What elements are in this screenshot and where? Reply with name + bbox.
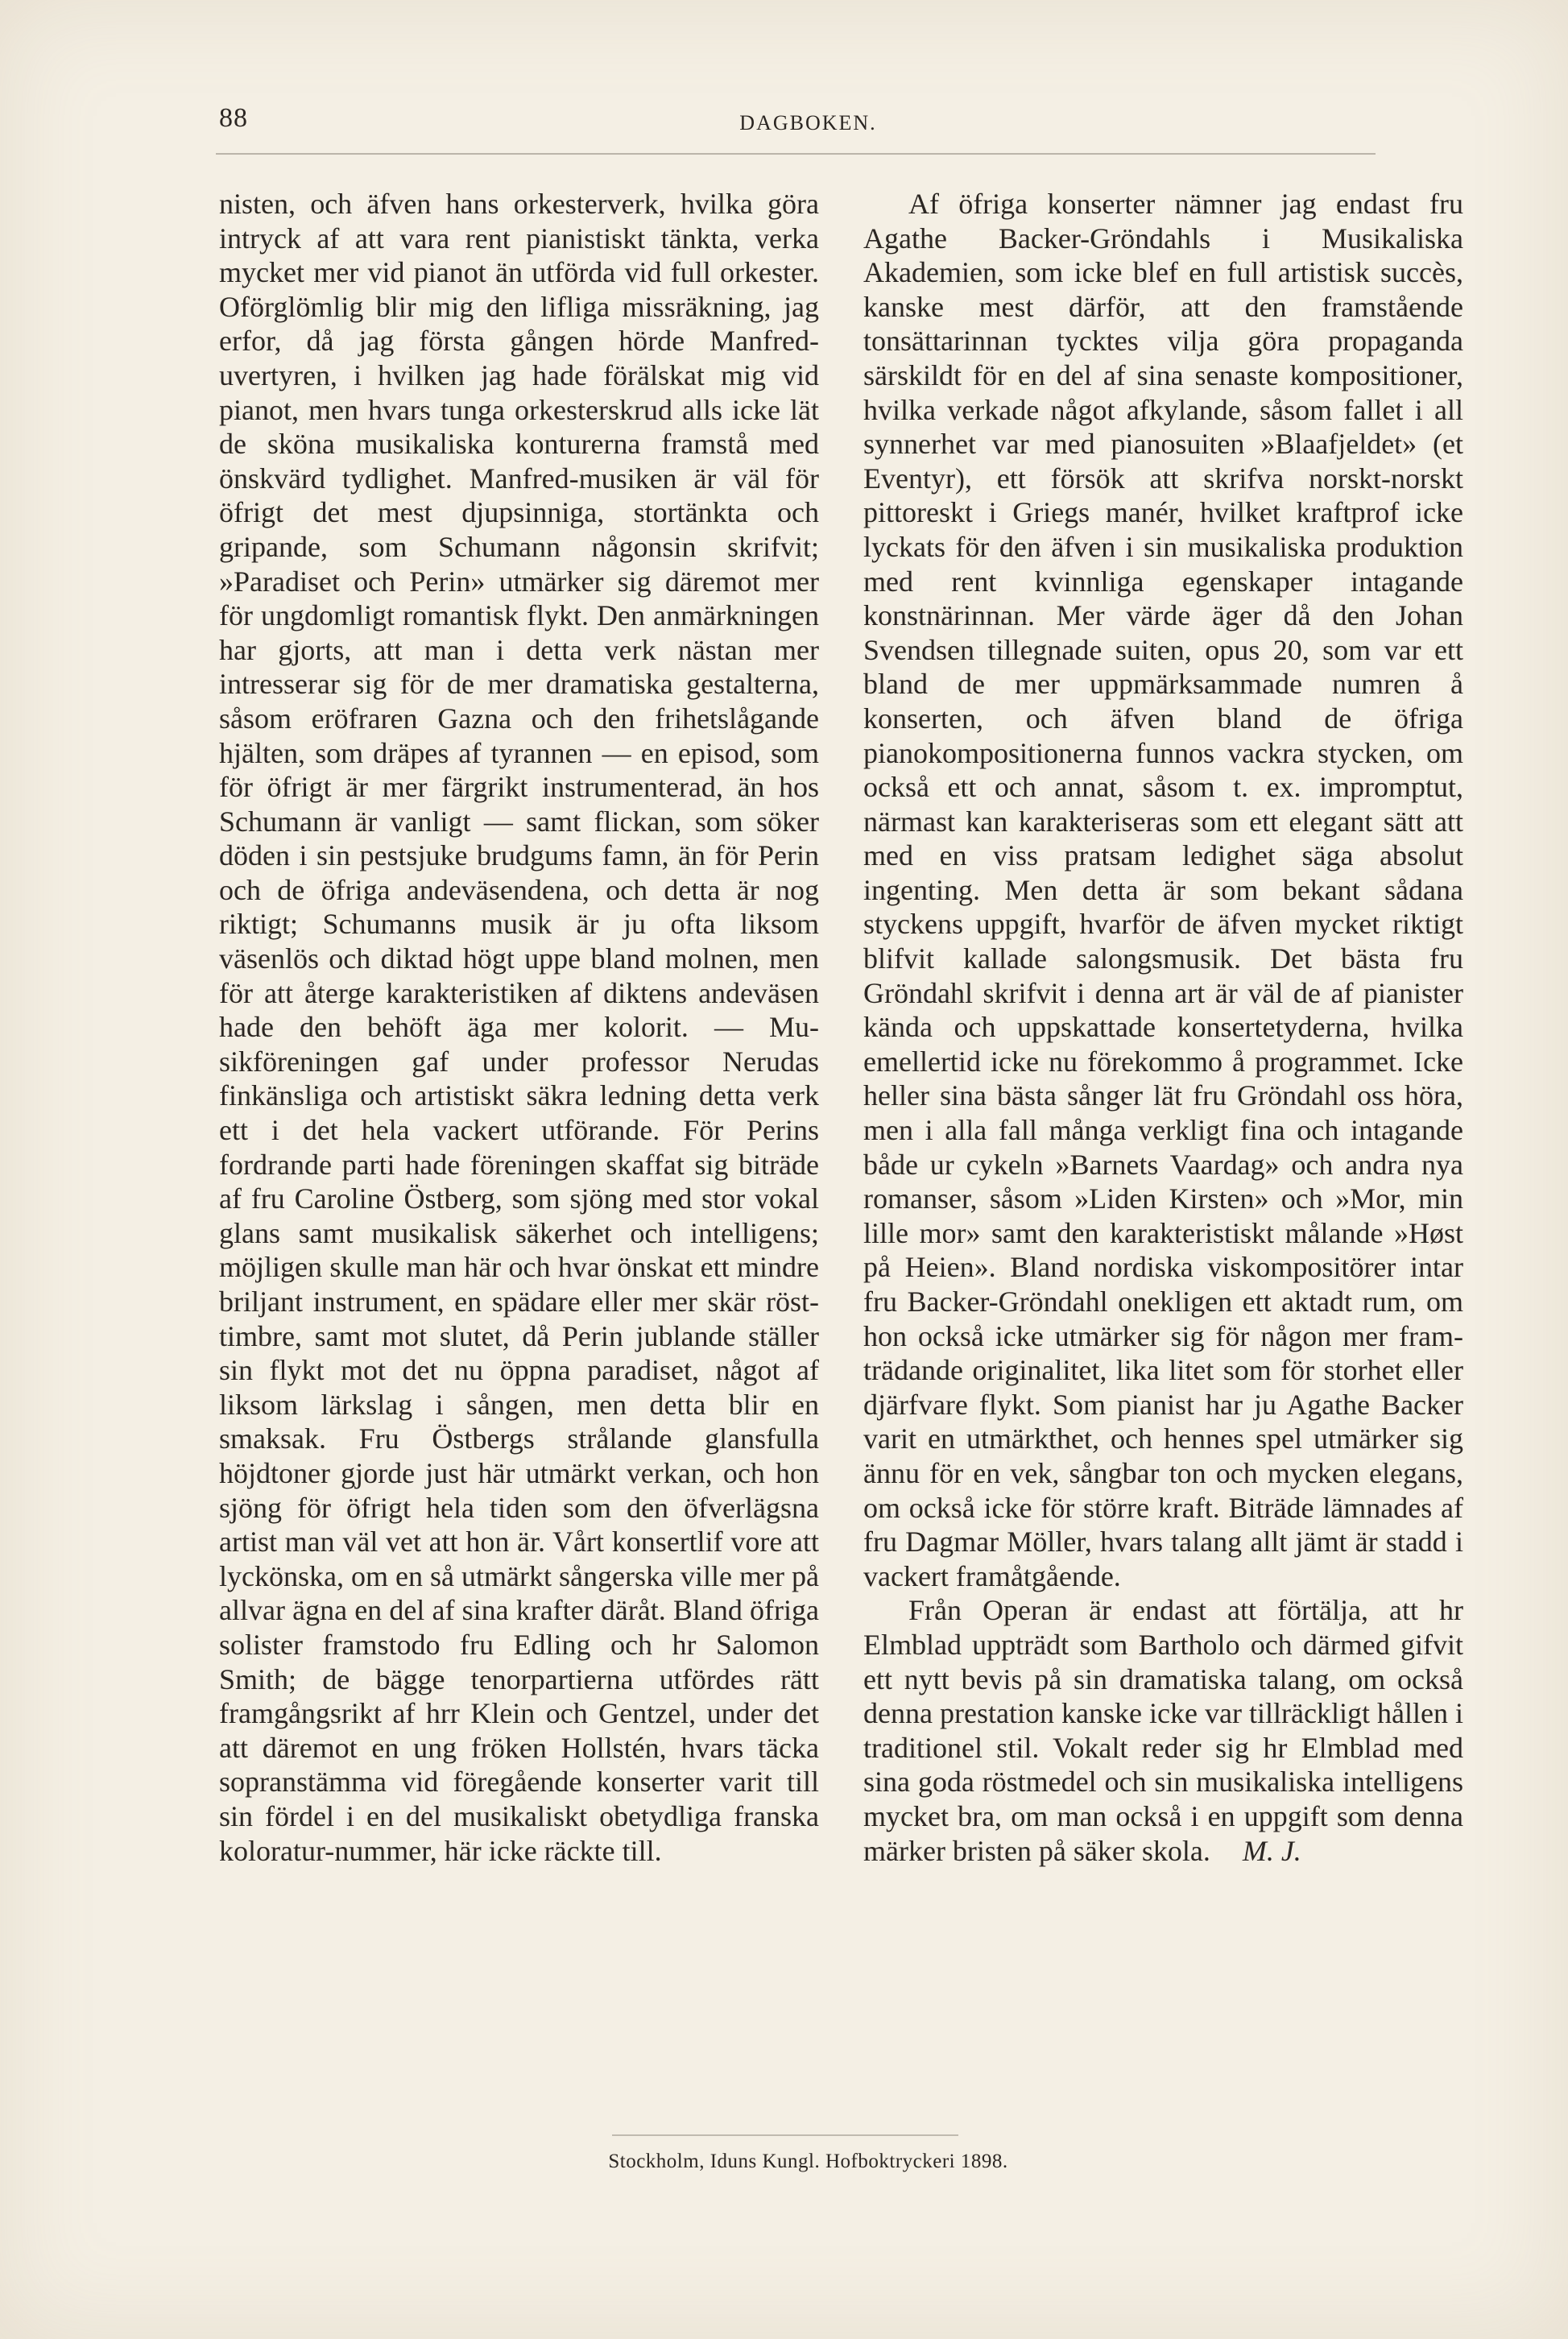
author-signature: M. J. <box>1242 1834 1301 1867</box>
page-number: 88 <box>219 103 248 133</box>
right-paragraph-2 <box>863 1593 1463 1868</box>
printer-imprint: Stockholm, Iduns Kungl. Hofboktryckeri 1898. <box>608 2151 1008 2172</box>
right-column <box>863 187 1463 1868</box>
left-paragraph-1: nisten, och äfven hans orkesterverk, hvilka göra intryck af att vara rent pianistiskt tänkta, verka mycket mer vid pianot än utförda vid full orkester. Oförglömlig blir mig den lifliga missräkning, jag erfor, då jag första gången hörde Manfred-uvertyren, i hvilken jag hade förälskat mig vid pianot, men hvars tunga orkesterskrud alls icke lät de sköna musikaliska konturerna framstå med önskvärd tydlighet. Manfred-musiken är väl för öfrigt det mest djupsinniga, stortänkta och gripande, som Schumann någonsin skrifvit; »Paradiset och Perin» utmärker sig däremot mer för ungdomligt romantisk flykt. Den anmärkningen har gjorts, att man i detta verk nästan mer intresserar sig för de mer dramatiska gestalterna, såsom eröfraren Gazna och den frihetslågande hjälten, som dräpes af tyrannen — en episod, som för öfrigt är mer färgrikt instrumenterad, än hos Schumann är vanligt — samt flickan, som söker döden i sin pestsjuke brudgums famn, än för Perin och de öfriga andeväsendena, och detta är nog riktigt; Schumanns musik är ju ofta liksom väsenlös och diktad högt uppe bland molnen, men för att återge karakteristiken af diktens andeväsen hade den behöft äga mer kolorit. — Musikföreningen gaf under professor Nerudas finkänsliga och artistiskt säkra ledning detta verk ett i det hela vackert utförande. För Perins fordrande parti hade föreningen skaffat sig biträde af fru Caroline Östberg, som sjöng med stor vokal glans samt musikalisk säkerhet och intelligens; möjligen skulle man här och hvar önskat ett mindre briljant instrument, en spädare eller mer skär röst-timbre, samt mot slutet, då Perin jublande ställer sin flykt mot det nu öppna paradiset, något af liksom lärkslag i sången, men detta blir en smaksak. Fru Östbergs strålande glansfulla höjdtoner gjorde just här utmärkt verkan, och hon sjöng för öfrigt hela tiden som den öfverlägsna artist man väl vet att hon är. Vårt konsertlif vore att lyckönska, om en så utmärkt sångerska ville mer på allvar ägna en del af sina krafter däråt. Bland öfriga solister framstodo fru Edling och hr Salomon Smith; de bägge tenorpartierna utfördes rätt framgångsrikt af hrr Klein och Gentzel, under det att däremot en ung fröken Hollstén, hvars täcka sopranstämma vid föregående konserter varit till sin fördel i en del musikaliskt obetydliga franska koloratur-nummer, här icke räckte till. <box>219 188 819 1867</box>
right-paragraph-1: Af öfriga konserter nämner jag endast fru Agathe Backer-Gröndahls i Musikaliska Akademien, som icke blef en full artistisk succès, kanske mest därför, att den framstående tonsättarinnan tycktes vilja göra propaganda särskildt för en del af sina senaste kompositioner, hvilka verkade något afkylande, såsom fallet i all synnerhet var med pianosuiten »Blaafjeldet» (et Eventyr), ett försök att skrifva norskt-norskt pittoreskt i Griegs manér, hvilket kraftprof icke lyckats för den äfven i sin musikaliska produktion med rent kvinnliga egenskaper intagande konstnärinnan. Mer värde äger då den Johan Svendsen tillegnade suiten, opus 20, som var ett bland de mer uppmärksammade numren å konserten, och äfven bland de öfriga pianokompositionerna funnos vackra stycken, om också ett och annat, såsom t. ex. impromptut, närmast kan karakteriseras som ett elegant sätt att med en viss pratsam ledighet säga absolut ingenting. Men detta är som bekant sådana styckens uppgift, hvarför de äfven mycket riktigt blifvit kallade salongsmusik. Det bästa fru Gröndahl skrifvit i denna art är väl de af pianister kända och uppskattade konsertetyderna, hvilka emellertid icke nu förekommo å programmet. Icke heller sina bästa sånger lät fru Gröndahl oss höra, men i alla fall många verkligt fina och intagande både ur cykeln »Barnets Vaardag» och andra nya romanser, såsom »Liden Kirsten» och »Mor, min lille mor» samt den karakteristiskt målande »Høst på Heien». Bland nordiska viskompositörer intar fru Backer-Gröndahl onekligen ett aktadt rum, om hon också icke utmärker sig för någon mer framträdande originalitet, lika litet som för storhet eller djärfvare flykt. Som pianist har ju Agathe Backer varit en utmärkthet, och hennes spel utmärker sig ännu för en vek, sångbar ton och mycken elegans, om också icke för större kraft. Biträde lämnades af fru Dagmar Möller, hvars talang allt jämt är stadd i vackert framåtgående. <box>863 188 1463 1592</box>
right-paragraph-2-text: Från Operan är endast att förtälja, att hr Elmblad uppträdt som Bartholo och därmed gifvit ett nytt bevis på sin dramatiska talang, om också denna prestation kanske icke var tillräckligt hållen i traditionel stil. Vokalt reder sig hr Elmblad med sina goda röstmedel och sin musikaliska intelligens mycket bra, om man också i en uppgift som denna märker bristen på säker skola. <box>863 1594 1463 1867</box>
running-title: DAGBOKEN. <box>739 111 877 135</box>
left-column <box>219 187 819 1868</box>
footer-rule <box>612 2134 958 2136</box>
header-rule <box>216 153 1376 155</box>
